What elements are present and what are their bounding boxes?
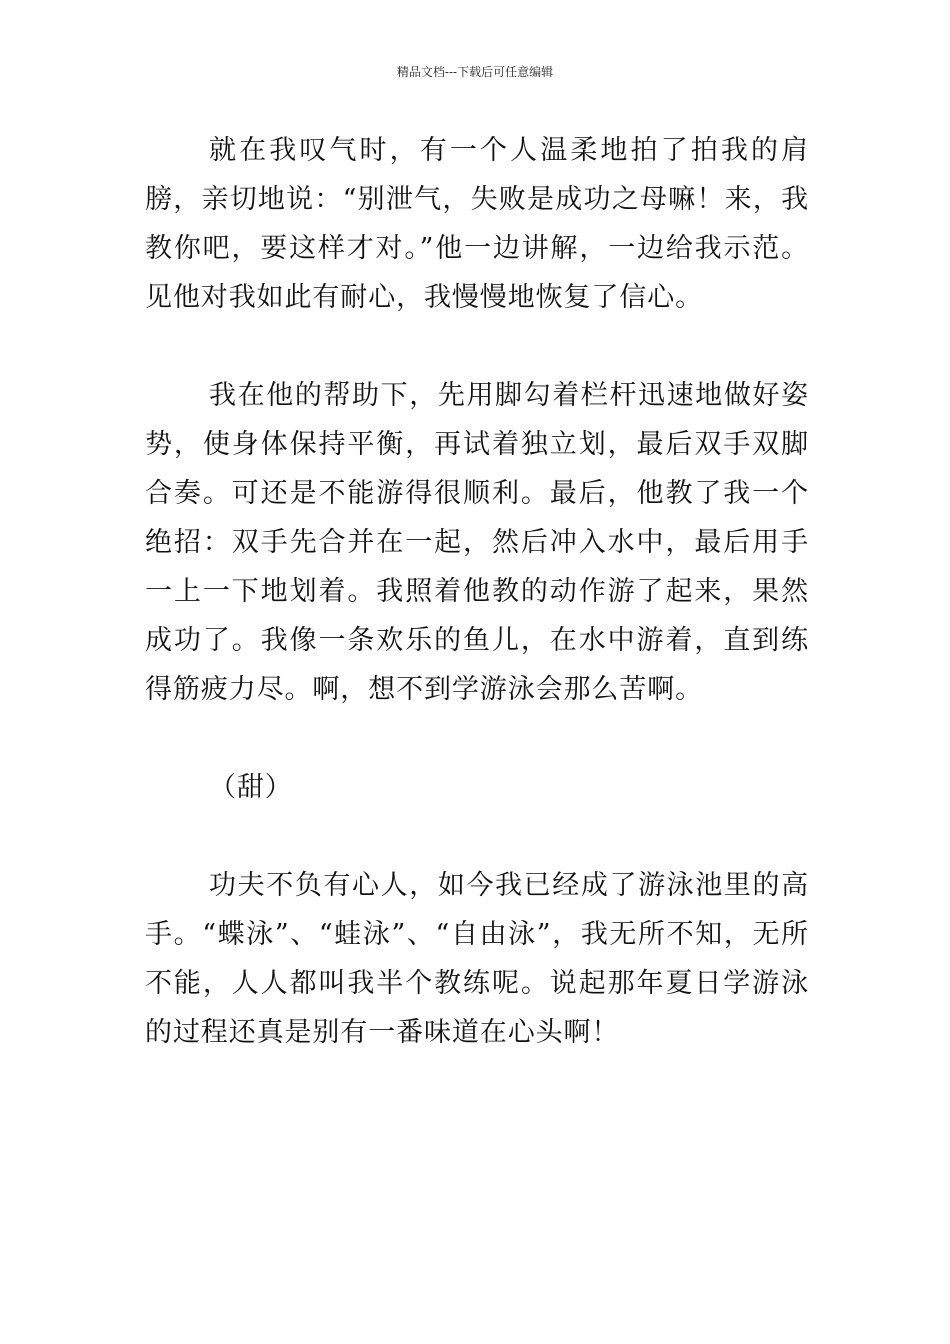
- paragraph-1: 就在我叹气时，有一个人温柔地拍了拍我的肩膀，亲切地说：“别泄气，失败是成功之母嘛！来，我教你吧，要这样才对。”他一边讲解，一边给我示范。见他对我如此有耐心，我慢慢地恢复了信心。: [145, 135, 809, 313]
- paragraph-4: 功夫不负有心人，如今我已经成了游泳池里的高手。“蝶泳”、“蛙泳”、“自由泳”，我无所不知，无所不能，人人都叫我半个教练呢。说起那年夏日学游泳的过程还真是别有一番味道在心头啊！: [145, 870, 809, 1048]
- document-body: [145, 126, 809, 1057]
- paragraph-2: 我在他的帮助下，先用脚勾着栏杆迅速地做好姿势，使身体保持平衡，再试着独立划，最后双手双脚合奏。可还是不能游得很顺利。最后，他教了我一个绝招：双手先合并在一起，然后冲入水中，最后用手一上一下地划着。我照着他教的动作游了起来，果然成功了。我像一条欢乐的鱼儿，在水中游着，直到练得筋疲力尽。啊，想不到学游泳会那么苦啊。: [145, 380, 809, 705]
- section-heading-sweet: （甜）: [209, 772, 293, 803]
- page-header: 精品文档---下载后可任意编辑: [396, 65, 554, 79]
